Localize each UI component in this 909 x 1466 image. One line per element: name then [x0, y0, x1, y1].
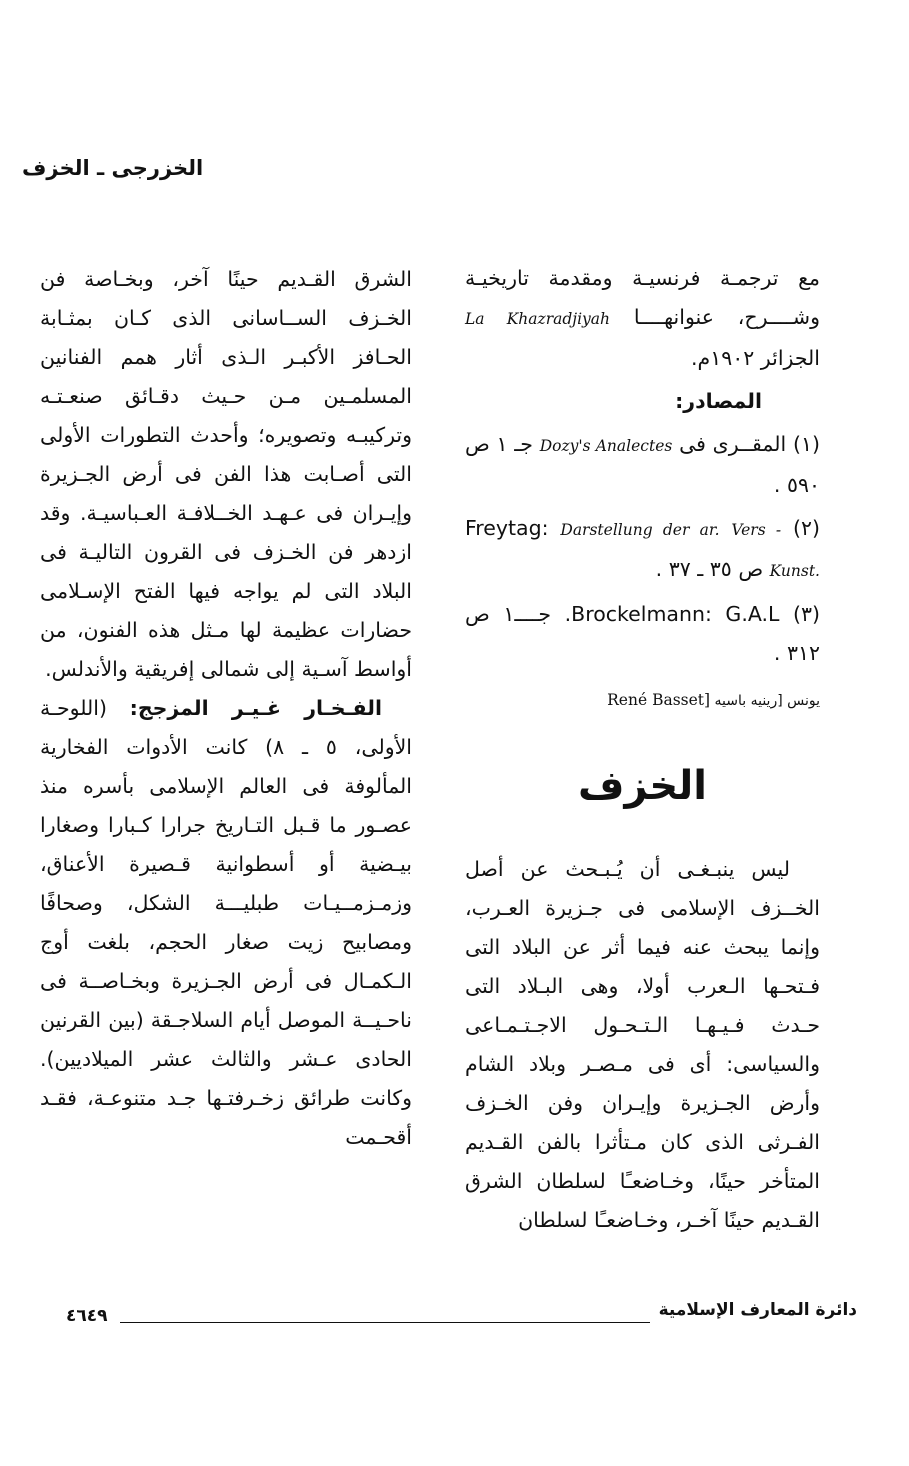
- ref-2-latin: Darstellung der ar.: [560, 521, 720, 539]
- sources-heading: المصادر:: [675, 389, 762, 413]
- source-ref-2: [465, 509, 820, 591]
- right-column: [465, 259, 820, 1240]
- article-title: الخزف: [578, 763, 707, 809]
- section-text: (اللوحـة الأولى، ٥ ـ ٨) كانت الأدوات الفخارية المألوفة فى العالم الإسلامى بأسره منذ عصـور ما قـبل التـاريخ جرارا كـبارا وصغارا بيـضية أو أسطوانية قـصيرة الأعناق، وزمـزمــيـات طبليـــة الشكل، وصحافًا ومصابيح زيت صغار الحجم، بلغت أوج الـكمـال فى أرض الجـزيرة وبخـاصــة فى ناحـيــة الموصل أيام السلاجـقة (بين القرنين الحادى عـشر والثالث عشر الميلاديين). وكانت طرائق زخـرفتـها جـد متنوعـة، فقـد أقحـمت: [40, 696, 412, 1149]
- source-ref-1: [465, 425, 820, 505]
- author-signature: [465, 689, 820, 712]
- ref-1-arabic: (١) المقــرى فى: [679, 432, 820, 456]
- ref-2-latin2: Vers - Kunst.: [731, 521, 820, 580]
- ref-1-tail: جـ ١ ص ٥٩٠ .: [465, 432, 820, 497]
- left-column: [40, 260, 412, 1157]
- source-ref-3: [465, 595, 820, 673]
- opening-paragraph: [465, 259, 820, 378]
- ref-3-arabic: (٣) Brockelmann: G.A.L.: [564, 602, 820, 626]
- article-body-left-para1: الشرق القـديم حينًا آخر، وبخـاصة فن الخـزف الســاسانى الذى كـان بمثـابة الحـافز الأكبـر الـذى أثار همم الفنانين المسلمـين مـن حـيث دقـائق صنعـتـه وتركيبـه وتصويره؛ وأحدث التطورات الأولى التى أصـابت هذا الفن فى أرض الجـزيرة وإيـران فى عـهـد الخــلافـة العـباسيـة. وقد ازدهر فن الخـزف فى القرون التاليـة فى البلاد التى لم يواجه فيها الفتح الإسـلامى حضارات عظيمة لها مـثل هذه الفنون، من أواسط آسـية إلى شمالى إفريقية والأندلس.: [40, 267, 412, 681]
- section-subheading: الفـخـار غـيـر المزجج:: [129, 696, 382, 720]
- footer-rule: [120, 1322, 650, 1323]
- opening-text: مع ترجمـة فرنسيـة ومقدمة تاريخيـة وشــــرح، عنوانهــــا: [465, 266, 821, 329]
- opening-end: الجزائر ١٩٠٢م.: [691, 346, 820, 370]
- opening-latin-title: La Khazradjiyah: [465, 310, 611, 328]
- ref-1-latin: Dozy's Analectes: [539, 437, 673, 455]
- signature-latin: René Basset]: [607, 691, 711, 709]
- article-body-right: ليس ينبـغـى أن يُـبـحث عن أصل الخــزف الإسلامى فى جـزيرة العـرب، وإنما يبحث عنه فيما أثر عن البلاد التى فـتحـها الـعرب أولا، وهى البـلاد التى حـدث فـيـهـا الـتـحـول الاجـتـمـاعى والسياسى: أى فى مـصـر وبلاد الشام وأرض الجـزيرة وإيـران وفن الخـزف الفـرثى الذى كان مـتأثرا بالفن القـديم المتأخر حينًا، وخـاضعـًا لسلطان الشرق القـديم حينًا آخـر، وخـاضعـًا لسلطان: [465, 857, 820, 1232]
- running-header: الخزرجى ـ الخزف: [22, 156, 204, 180]
- ref-2-arabic: (٢) Freytag:: [465, 516, 820, 540]
- footer-page-number: ٤٦٤٩: [66, 1306, 108, 1326]
- signature-arabic: يونس [رينيه باسيه: [714, 693, 820, 709]
- footer-journal-name: دائرة المعارف الإسلامية: [658, 1300, 857, 1320]
- article-body-left-para2: [40, 689, 412, 1157]
- ref-2-tail: ص ٣٥ ـ ٣٧ .: [655, 557, 764, 581]
- ref-3-tail: جــــ١ ص ٣١٢ .: [465, 602, 820, 665]
